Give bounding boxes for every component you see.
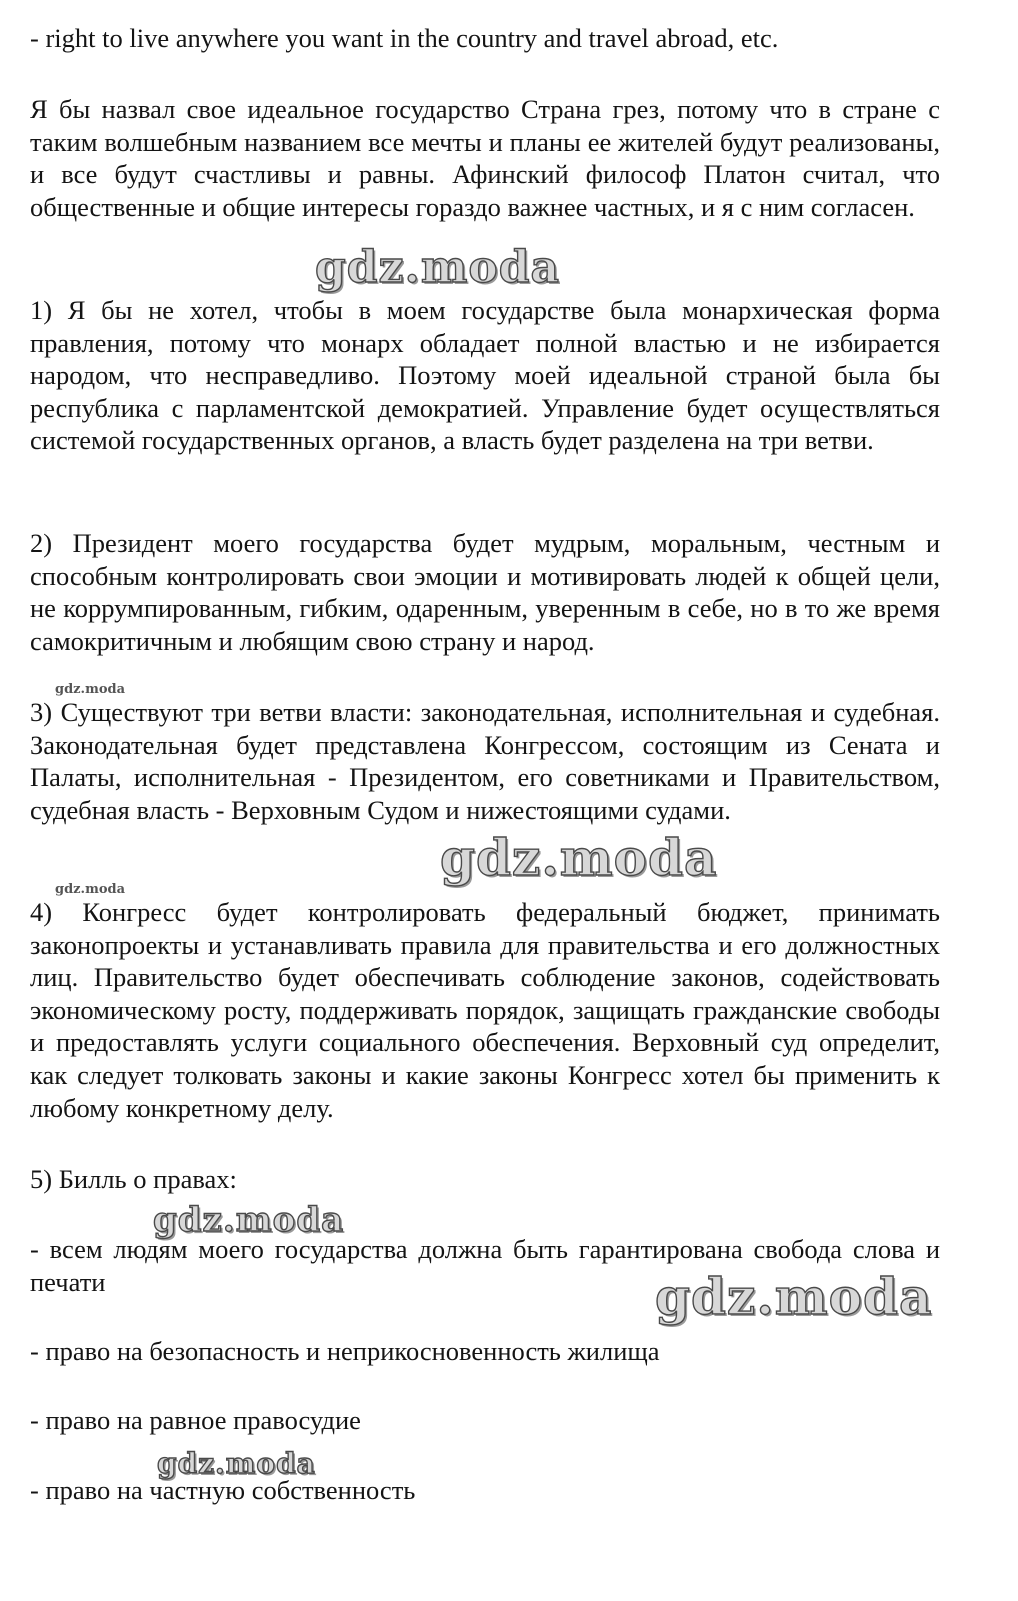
paragraph-1: 1) Я бы не хотел, чтобы в моем государстве была монархическая форма правления, потому что монарх обладает полной властью и не избирается народом, что несправедливо. Поэтому моей идеальной страной была бы республика с парламентской демократией. Управление будет осуществляться системой государственных органов, а власть будет разделена на три ветви. (30, 295, 940, 456)
rights-item: - право на равное правосудие (30, 1405, 361, 1435)
rights-item: - право на безопасность и неприкосновенность жилища (30, 1336, 660, 1366)
paragraph-3: 3) Существуют три ветви власти: законодательная, исполнительная и судебная. Законодательная будет представлена Конгрессом, состоящим из Сената и Палаты, исполнительная - Президентом, его советниками и Правительством, судебная власть - Верховным Судом и нижестоящими судами. (30, 697, 940, 825)
text-line-travel: - right to live anywhere you want in the country and travel abroad, etc. (30, 23, 779, 53)
rights-item: - право на частную собственность (30, 1475, 416, 1505)
paragraph-intro: Я бы назвал свое идеальное государство Страна грез, потому что в стране с таким волшебным названием все мечты и планы ее жителей будут реализованы, и все будут счастливы и равны. Афинский философ Платон считал, что общественные и общие интересы гораздо важнее частных, и я с ним согласен. (30, 94, 940, 222)
watermark-small: gdz.moda (55, 682, 126, 697)
watermark-logo: gdz.moda (157, 1447, 316, 1480)
watermark-logo: gdz.moda (655, 1267, 933, 1326)
paragraph-5-heading: 5) Билль о правах: (30, 1164, 237, 1194)
watermark-logo: gdz.moda (440, 828, 718, 887)
watermark-small: gdz.moda (55, 882, 126, 897)
paragraph-4: 4) Конгресс будет контролировать федеральный бюджет, принимать законопроекты и устанавливать правила для правительства и его должностных лиц. Правительство будет обеспечивать соблюдение законов, содействовать экономическому росту, поддерживать порядок, защищать гражданские свободы и предоставлять услуги социального обеспечения. Верховный суд определит, как следует толковать законы и какие законы Конгресс хотел бы применить к любому конкретному делу. (30, 897, 940, 1123)
rights-item: - всем людям моего государства должна быть гарантирована свобода слова и печати (30, 1234, 940, 1297)
watermark-logo: gdz.moda (153, 1200, 345, 1240)
watermark-logo: gdz.moda (315, 242, 561, 293)
paragraph-2: 2) Президент моего государства будет мудрым, моральным, честным и способным контролировать свои эмоции и мотивировать людей к общей цели, не коррумпированным, гибким, одаренным, уверенным в себе, но в то же время самокритичным и любящим свою страну и народ. (30, 528, 940, 656)
